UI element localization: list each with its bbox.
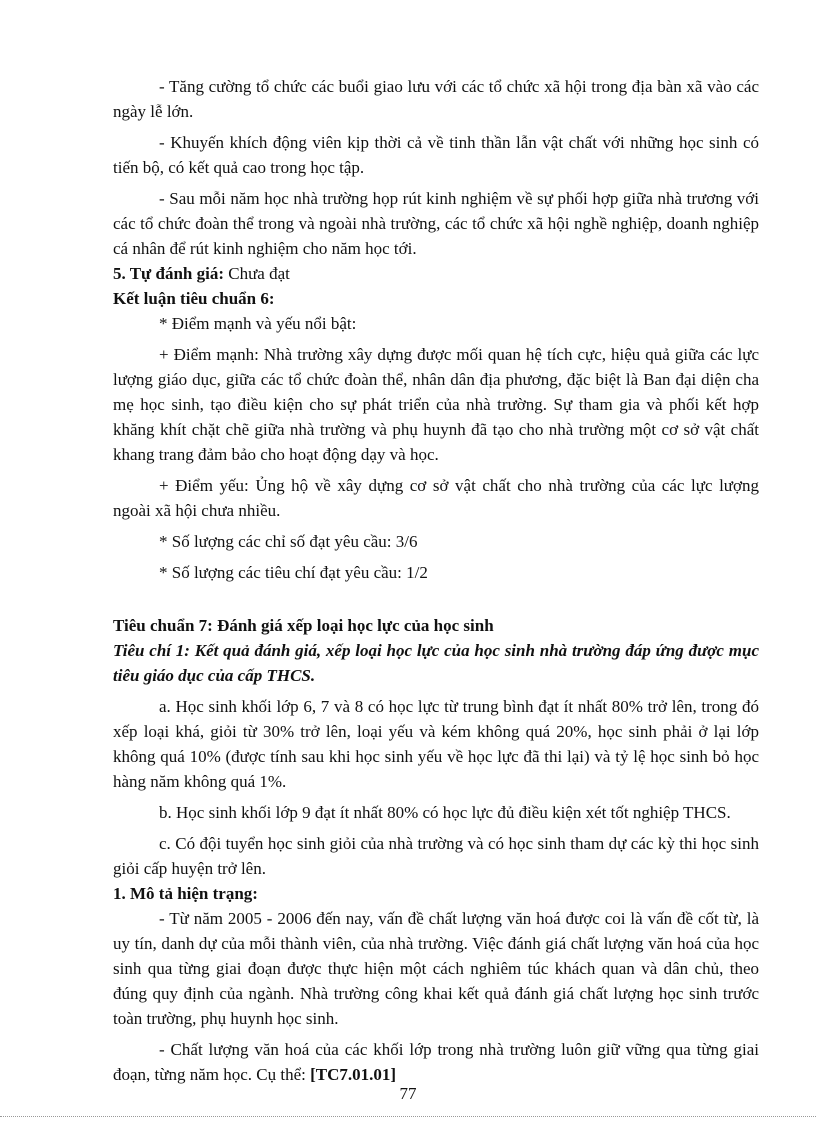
spacer	[113, 585, 759, 613]
paragraph: + Điểm yếu: Ủng hộ về xây dựng cơ sở vật chất cho nhà trường của các lực lượng ngoài xã hội chưa nhiều.	[113, 476, 759, 520]
paragraph: a. Học sinh khối lớp 6, 7 và 8 có học lực từ trung bình đạt ít nhất 80% trở lên, trong đó xếp loại khá, giỏi từ 30% trở lên, loại yếu và kém không quá 20%, học sinh phải ở lại lớp không quá 10% (được tính sau khi học sinh yếu về học lực đã thi lại) và tỷ lệ học sinh bỏ học hàng năm không quá 1%.	[113, 697, 759, 791]
section-heading: 1. Mô tả hiện trạng:	[113, 884, 258, 903]
paragraph: * Số lượng các chỉ số đạt yêu cầu: 3/6	[159, 532, 418, 551]
paragraph: * Điểm mạnh và yếu nổi bật:	[159, 314, 357, 333]
page-bottom-rule	[0, 1116, 816, 1117]
paragraph: b. Học sinh khối lớp 9 đạt ít nhất 80% có học lực đủ điều kiện xét tốt nghiệp THCS.	[159, 803, 731, 822]
paragraph: - Sau mỗi năm học nhà trường họp rút kinh nghiệm về sự phối hợp giữa nhà trương với các tổ chức đoàn thể trong và ngoài nhà trường, các tổ chức xã hội nghề nghiệp, doanh nghiệp cá nhân để rút kinh nghiệm cho năm học tới.	[113, 189, 759, 258]
page-number: 77	[399, 1084, 417, 1103]
self-evaluation	[113, 261, 759, 286]
self-evaluation-value: Chưa đạt	[223, 264, 290, 283]
section-heading: Tiêu chuẩn 7: Đánh giá xếp loại học lực của học sinh	[113, 616, 494, 635]
paragraph: - Tăng cường tổ chức các buổi giao lưu với các tổ chức xã hội trong địa bàn xã vào các ngày lễ lớn.	[113, 77, 759, 121]
paragraph-text: - Chất lượng văn hoá của các khối lớp trong nhà trường luôn giữ vững qua từng giai đoạn, từng năm học. Cụ thể:	[113, 1040, 759, 1084]
document-body	[113, 74, 759, 1087]
paragraph	[113, 1037, 759, 1087]
paragraph: * Số lượng các tiêu chí đạt yêu cầu: 1/2	[159, 563, 428, 582]
paragraph: + Điểm mạnh: Nhà trường xây dựng được mối quan hệ tích cực, hiệu quả giữa các lực lượng giáo dục, giữa các tổ chức đoàn thể, nhân dân địa phương, đặc biệt là Ban đại diện cha mẹ học sinh, tạo điều kiện cho sự phát triển của nhà trường. Sự tham gia và phối kết hợp khăng khít chặt chẽ giữa nhà trường và phụ huynh đã tạo cho nhà trường một cơ sở vật chất khang trang đảm bảo cho hoạt động dạy và học.	[113, 345, 759, 464]
section-heading: Kết luận tiêu chuẩn 6:	[113, 289, 275, 308]
criterion-heading: Tiêu chí 1: Kết quả đánh giá, xếp loại học lực của học sinh nhà trường đáp ứng được mục tiêu giáo dục của cấp THCS.	[113, 641, 759, 685]
self-evaluation-label: 5. Tự đánh giá:	[113, 264, 224, 283]
paragraph: c. Có đội tuyển học sinh giỏi của nhà trường và có học sinh tham dự các kỳ thi học sinh giỏi cấp huyện trở lên.	[113, 834, 759, 878]
evidence-reference: [TC7.01.01]	[310, 1065, 397, 1084]
paragraph: - Từ năm 2005 - 2006 đến nay, vấn đề chất lượng văn hoá được coi là vấn đề cốt từ, là uy tín, danh dự của mỗi thành viên, của nhà trường. Việc đánh giá chất lượng văn hoá của học sinh qua từng giai đoạn được thực hiện một cách nghiêm túc khách quan và dân chủ, theo đúng quy định của ngành. Nhà trường công khai kết quả đánh giá chất lượng học sinh trước toàn trường, phụ huynh học sinh.	[113, 909, 759, 1028]
paragraph: - Khuyến khích động viên kịp thời cả về tinh thần lẫn vật chất với những học sinh có tiến bộ, có kết quả cao trong học tập.	[113, 133, 759, 177]
